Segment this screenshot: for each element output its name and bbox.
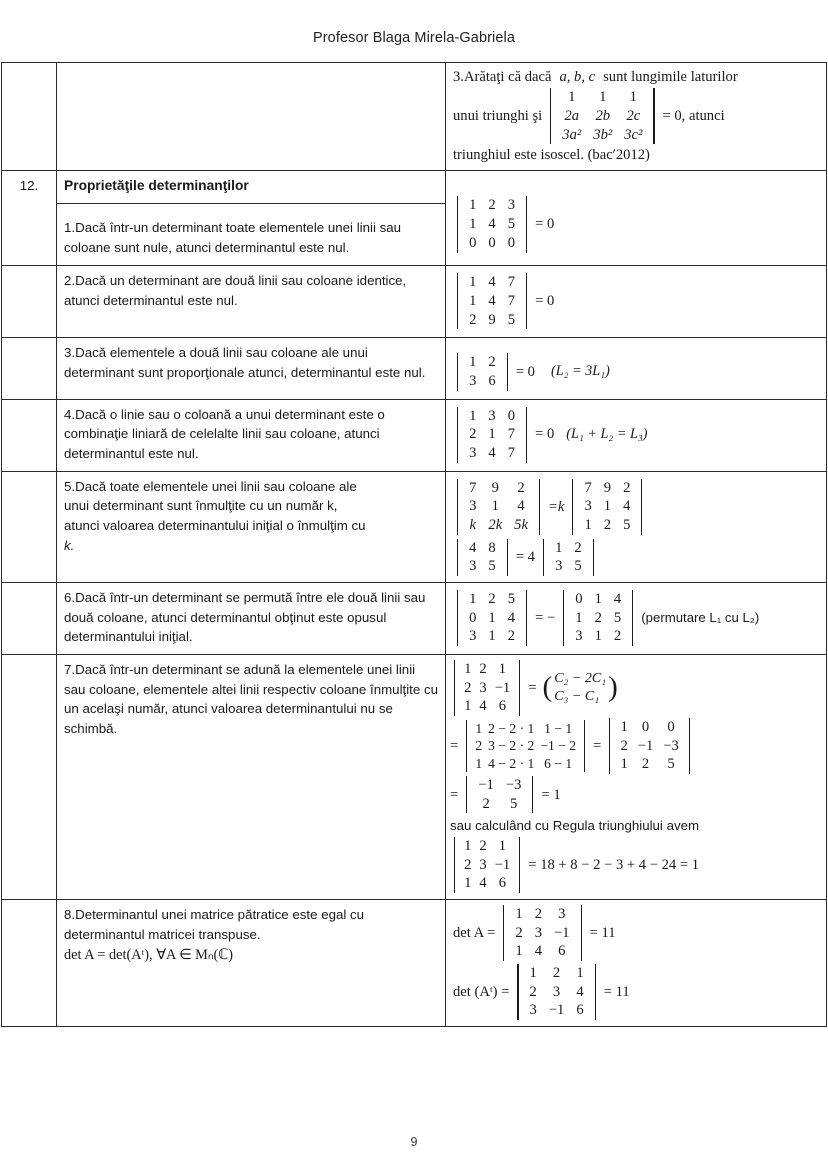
matrix-cell: 2 — [488, 354, 496, 371]
matrix-cell: 3 — [469, 372, 477, 389]
matrix-cell: 4 − 2 · 1 — [488, 755, 535, 771]
matrix-cell: k — [469, 516, 476, 533]
matrix-cell: −3 — [663, 737, 679, 754]
matrix-cell: 1 — [529, 965, 537, 982]
row-number-cell — [2, 900, 57, 1027]
matrix-cell: 3 — [558, 906, 566, 923]
matrix-cell: 1 — [469, 354, 477, 371]
matrix-cell: 7 — [507, 426, 515, 443]
problem-vars: a, b, c — [559, 69, 596, 85]
table-row — [2, 338, 827, 399]
row-text-cell — [57, 266, 446, 338]
matrix-cell: 3 — [469, 558, 477, 575]
matrix-cell: 1 — [515, 943, 523, 960]
matrix-cell: 2 — [623, 479, 631, 496]
table-row — [2, 900, 827, 1027]
matrix-cell: 3 — [552, 983, 561, 1000]
determinant-matrix-left — [454, 539, 511, 576]
determinant-note: (L₁ + L₂ = L₃) — [566, 425, 648, 442]
determinant-matrix-right — [560, 590, 636, 646]
matrix-cell: 4 — [507, 609, 515, 626]
matrix-cell: 7 — [507, 274, 515, 291]
determinant-matrix — [454, 407, 530, 463]
equals-operator: = — [450, 737, 459, 754]
determinant-matrix-right — [569, 479, 645, 535]
matrix-cell: 2 — [488, 197, 496, 214]
determinant-result: = 0 — [515, 363, 535, 380]
matrix-cell: 5 — [667, 756, 675, 773]
problem-statement-line3 — [453, 146, 819, 164]
matrix-cell: 0 — [667, 719, 675, 735]
matrix-cell: 4 — [534, 943, 542, 960]
matrix-cell: 7 — [584, 479, 592, 496]
determinant-matrix-simplified — [606, 718, 693, 774]
determinant-equation — [453, 479, 819, 535]
row-math-cell — [446, 582, 827, 654]
step-2 — [450, 718, 819, 774]
determinant-result: = 0 — [535, 216, 555, 233]
matrix-cell: 3 — [488, 407, 496, 424]
determinant-matrix — [454, 196, 530, 252]
matrix-cell: 3 — [507, 197, 515, 214]
row-number-cell — [2, 471, 57, 582]
determinant-expression — [453, 353, 819, 390]
matrix-cell: 0 — [507, 407, 515, 424]
determinant-matrix-right — [540, 539, 597, 576]
matrix-cell: 1 — [576, 965, 584, 982]
property-formula: det A = det(Aᵗ), ∀A ∈ Mₙ(ℂ) — [64, 947, 234, 964]
matrix-cell: 3 — [529, 1002, 537, 1019]
det-at-result: = 11 — [603, 983, 630, 1000]
matrix-cell: 2 — [574, 539, 582, 556]
matrix-cell: 2 — [464, 679, 472, 696]
row-text-cell — [57, 63, 446, 171]
matrix-cell: 1 — [488, 628, 496, 645]
property-text: 4.Dacă o linie sau o coloană a unui determinant este o combinaţie liniară de celelalte linii sau coloane, atunci determinantul este nul. — [64, 406, 385, 461]
determinant-matrix — [547, 88, 657, 144]
row-number-cell — [2, 338, 57, 399]
row-math-cell — [446, 900, 827, 1027]
triangle-rule-note: sau calculând cu Regula triunghiului avem — [450, 818, 700, 834]
matrix-cell: 5 — [623, 516, 631, 533]
row-text-cell — [57, 471, 446, 582]
row-math-cell — [446, 338, 827, 399]
row-text-cell — [57, 900, 446, 1027]
table-row — [2, 654, 827, 899]
matrix-cell: 3 — [469, 628, 477, 645]
matrix-cell: 5 — [509, 795, 518, 812]
matrix-cell: 4 — [517, 498, 525, 515]
matrix-cell: 7 — [507, 444, 515, 461]
matrix-cell: 9 — [488, 311, 496, 328]
table-row — [2, 63, 827, 171]
matrix-cell: 1 — [498, 660, 507, 677]
matrix-cell: 8 — [488, 539, 496, 556]
determinant-matrix — [454, 353, 511, 390]
column-operation-group — [541, 670, 620, 706]
matrix-cell: 2 — [469, 426, 477, 443]
page-header: Profesor Blaga Mirela-Gabriela — [312, 30, 516, 46]
table-row — [2, 471, 827, 582]
matrix-cell: 5 — [574, 558, 582, 575]
matrix-cell: 0 — [507, 234, 515, 251]
matrix-cell: 0 — [641, 719, 650, 735]
matrix-cell: 1 — [603, 498, 612, 515]
matrix-cell: 3 — [479, 679, 487, 696]
property-text-line: k. — [64, 537, 75, 553]
matrix-cell: 4 — [469, 539, 477, 556]
matrix-cell: 3 — [479, 856, 487, 873]
det-a-label: det A = — [453, 924, 496, 941]
matrix-cell: 9 — [491, 479, 499, 496]
row-text-cell — [57, 399, 446, 471]
table-row — [2, 171, 827, 266]
matrix-cell: 4 — [623, 498, 631, 515]
matrix-cell: −1 — [478, 777, 494, 794]
matrix-cell: −1 — [548, 1002, 565, 1019]
row-math-cell — [446, 471, 827, 582]
row-math-cell — [446, 63, 827, 171]
row-text-cell — [57, 582, 446, 654]
matrix-cell: 9 — [603, 479, 612, 496]
matrix-cell: 1 — [498, 838, 507, 855]
matrix-cell: 1 — [620, 719, 628, 735]
matrix-cell: 2c — [626, 107, 641, 124]
matrix-cell: 1 — [469, 590, 477, 607]
matrix-cell: 0 — [469, 609, 477, 626]
matrix-cell: 1 — [469, 216, 477, 233]
matrix-cell: 5 — [613, 609, 622, 626]
section-title: Proprietăţile determinanţilor — [64, 178, 249, 194]
matrix-cell: 3 — [469, 498, 477, 515]
matrix-cell: 1 — [464, 838, 472, 855]
matrix-cell: 2 — [529, 983, 537, 1000]
matrix-cell: 7 — [469, 479, 477, 496]
matrix-cell: 2 — [641, 756, 650, 773]
problem-line2-post: = 0, atunci — [662, 108, 725, 125]
right-paren: ) — [608, 671, 618, 704]
matrix-cell: 1 — [599, 89, 607, 106]
matrix-cell: 1 — [491, 498, 499, 515]
matrix-cell: 4 — [479, 698, 487, 715]
matrix-cell: 1 — [464, 875, 472, 892]
det-at-label: det (Aᵗ) = — [453, 983, 510, 1000]
determinant-note: (permutare L₁ cu L₂) — [641, 609, 760, 625]
determinant-result: = 1 — [541, 786, 561, 803]
step-4 — [450, 837, 819, 893]
determinant-matrix-at — [514, 964, 598, 1020]
determinant-matrix-a — [500, 905, 584, 961]
matrix-cell: 1 — [594, 628, 602, 645]
matrix-cell: 4 — [479, 875, 487, 892]
column-operation-top: C₂ − 2C₁ — [554, 670, 607, 686]
matrix-cell: 3c² — [624, 126, 643, 143]
determinant-matrix-2x2 — [463, 776, 536, 813]
problem-lead2: sunt lungimile laturilor — [603, 69, 738, 85]
matrix-cell: 3 — [469, 444, 477, 461]
matrix-cell: 4 — [488, 444, 496, 461]
row-number-cell — [2, 63, 57, 171]
matrix-cell: 3 — [584, 498, 592, 515]
matrix-cell: 4 — [488, 274, 496, 291]
equals-operator: = — [593, 737, 602, 754]
matrix-cell: 1 — [488, 426, 496, 443]
matrix-cell: 1 — [488, 609, 496, 626]
matrix-cell: 5 — [507, 216, 515, 233]
matrix-cell: 1 — [469, 292, 477, 309]
matrix-cell: 6 — [498, 875, 507, 892]
matrix-cell: 7 — [507, 292, 515, 309]
matrix-cell: 2a — [564, 107, 580, 124]
property-text: 6.Dacă într-un determinant se permută între ele două linii sau două coloane, atunci determinantul obţinut este opusul determinantului iniţial. — [64, 589, 426, 645]
scalar-operator: = 4 — [515, 549, 535, 566]
row-text-cell — [57, 654, 446, 899]
matrix-cell: 1 — [475, 720, 483, 736]
matrix-cell: −3 — [505, 777, 522, 794]
matrix-cell: 2 — [479, 838, 487, 855]
determinant-equation — [453, 590, 819, 646]
matrix-cell: 2k — [488, 516, 503, 533]
matrix-cell: 1 — [469, 407, 477, 424]
matrix-cell: 2 — [594, 609, 602, 626]
determinant-matrix — [451, 837, 523, 893]
matrix-cell: 2 — [507, 628, 515, 645]
equals-operator: = — [528, 679, 537, 696]
matrix-cell: 1 — [469, 274, 477, 291]
matrix-cell: 2 — [488, 590, 496, 607]
row-text-cell — [57, 171, 446, 266]
row-number-cell — [2, 654, 57, 899]
matrix-cell: 2 — [475, 738, 483, 754]
property-text: 7.Dacă într-un determinant se adună la elementele unei linii sau coloane, elementele altei linii respectiv coloane înmulţite cu un acelaşi număr, atunci valoarea determinantului nu se schimbă. — [64, 661, 439, 736]
matrix-cell: 3 — [555, 558, 563, 575]
matrix-cell: 1 — [620, 756, 628, 773]
determinant-matrix — [454, 273, 530, 329]
matrix-cell: 3 − 2 · 2 — [488, 738, 535, 754]
row-number-cell: 12. — [2, 171, 57, 266]
row-math-cell — [446, 171, 827, 266]
matrix-cell: 1 — [464, 698, 472, 715]
row-number-cell — [2, 266, 57, 338]
matrix-cell: 6 — [576, 1002, 584, 1019]
det-at-equation — [453, 964, 819, 1020]
row-math-cell — [446, 266, 827, 338]
matrix-cell: 5k — [514, 516, 528, 533]
row-text-cell — [57, 338, 446, 399]
determinant-result: = 0 — [535, 426, 555, 443]
determinant-equation-second — [453, 539, 819, 576]
matrix-cell: −1 — [637, 737, 654, 754]
matrix-cell: 5 — [507, 590, 515, 607]
matrix-cell: 4 — [488, 292, 496, 309]
matrix-cell: 1 — [584, 516, 592, 533]
matrix-cell: 2 — [469, 311, 477, 328]
step-1 — [450, 660, 819, 716]
det-a-result: = 11 — [589, 924, 616, 941]
left-paren: ( — [542, 671, 553, 704]
determinant-expression — [453, 273, 819, 329]
matrix-cell: 2 — [479, 660, 487, 677]
page-number: 9 — [410, 1135, 418, 1149]
table-row — [2, 582, 827, 654]
matrix-cell: 1 — [575, 609, 583, 626]
matrix-cell: −1 — [553, 924, 570, 941]
det-a-equation — [453, 905, 819, 961]
row-number-cell — [2, 399, 57, 471]
matrix-cell: 1 — [555, 539, 563, 556]
matrix-cell: 5 — [507, 311, 515, 328]
sign-operator: = − — [535, 609, 556, 626]
determinant-matrix-left — [454, 590, 530, 646]
matrix-cell: 1 — [515, 906, 523, 923]
matrix-cell: 1 — [594, 590, 602, 607]
triangle-rule-result: = 18 + 8 − 2 − 3 + 4 − 24 = 1 — [528, 856, 700, 873]
problem-statement-line2 — [453, 88, 819, 144]
matrix-cell: 6 − 1 — [544, 755, 573, 771]
matrix-cell: 2 — [613, 628, 622, 645]
matrix-cell: 1 — [469, 197, 477, 214]
row-math-cell — [446, 399, 827, 471]
matrix-cell: 6 — [488, 372, 496, 389]
matrix-cell: 3 — [575, 628, 583, 645]
matrix-cell: 0 — [488, 234, 496, 251]
matrix-cell: 4 — [613, 590, 622, 607]
table-row — [2, 399, 827, 471]
matrix-cell: 5 — [488, 558, 496, 575]
property-text: 1.Dacă într-un determinant toate elementele unei linii sau coloane sunt nule, atunci determinantul este nul. — [64, 219, 402, 255]
determinant-matrix-left — [454, 479, 543, 535]
matrix-cell: 3a² — [562, 126, 582, 143]
matrix-cell: 2 — [517, 479, 525, 496]
matrix-cell: 0 — [575, 590, 583, 607]
matrix-cell: 3b² — [593, 126, 613, 143]
table-row — [2, 266, 827, 338]
determinant-expression — [453, 407, 819, 463]
matrix-cell: 2b — [595, 107, 611, 124]
matrix-cell: 2 — [482, 795, 490, 812]
matrix-cell: 2 — [552, 965, 561, 982]
property-text: 2.Dacă un determinant are două linii sau coloane identice, atunci determinantul este nul. — [64, 273, 407, 308]
problem-statement-line1 — [453, 68, 819, 86]
matrix-cell: 1 — [475, 755, 483, 771]
matrix-cell: 2 − 2 · 1 — [488, 720, 535, 736]
property-text-line: determinantul matricei transpuse. — [64, 926, 261, 942]
problem-line3: triunghiul este isoscel. (bac′2012) — [453, 147, 650, 164]
matrix-cell: 6 — [558, 943, 566, 960]
matrix-cell: 1 − 1 — [544, 720, 573, 736]
determinant-result: = 0 — [535, 293, 555, 310]
matrix-cell: −1 − 2 — [540, 738, 577, 754]
row-number-cell — [2, 582, 57, 654]
properties-table — [1, 62, 827, 1027]
determinant-matrix — [451, 660, 523, 716]
matrix-cell: 1 — [464, 660, 472, 677]
matrix-cell: 0 — [469, 234, 477, 251]
matrix-cell: 4 — [488, 216, 496, 233]
column-operation-bottom: C₃ − C₁ — [554, 688, 600, 704]
property-text-line: unui determinant sunt înmulţite cu un număr k, — [64, 498, 338, 514]
matrix-cell: −1 — [494, 679, 511, 696]
property-text-line: 5.Dacă toate elementele unei linii sau coloane ale — [64, 478, 357, 494]
determinant-expression — [453, 196, 819, 252]
determinant-note: (L₂ = 3L₁) — [550, 363, 610, 380]
matrix-cell: 6 — [498, 698, 507, 715]
determinant-matrix-expanded — [463, 720, 588, 772]
property-text-line: 8.Determinantul unei matrice pătratice este egal cu — [64, 907, 365, 923]
property-text-line: atunci valoarea determinantului iniţial o înmulţim cu — [64, 517, 366, 533]
matrix-cell: 4 — [576, 983, 584, 1000]
matrix-cell: −1 — [494, 856, 511, 873]
step-3 — [450, 776, 819, 813]
matrix-cell: 2 — [620, 737, 628, 754]
matrix-cell: 2 — [464, 856, 472, 873]
matrix-cell: 2 — [515, 924, 523, 941]
matrix-cell: 3 — [534, 924, 542, 941]
problem-lead: 3.Arătaţi că dacă — [453, 69, 552, 85]
row-math-cell — [446, 654, 827, 899]
scalar-operator: =k — [548, 498, 565, 515]
matrix-cell: 2 — [603, 516, 612, 533]
matrix-cell: 1 — [629, 89, 637, 106]
property-text: 3.Dacă elementele a două linii sau coloane ale unui determinant sunt proporţionale atunci, determinantul este nul. — [64, 345, 426, 380]
problem-line2-pre: unui triunghi şi — [453, 108, 543, 125]
matrix-cell: 1 — [568, 89, 576, 106]
matrix-cell: 2 — [534, 906, 542, 923]
equals-operator: = — [450, 786, 459, 803]
